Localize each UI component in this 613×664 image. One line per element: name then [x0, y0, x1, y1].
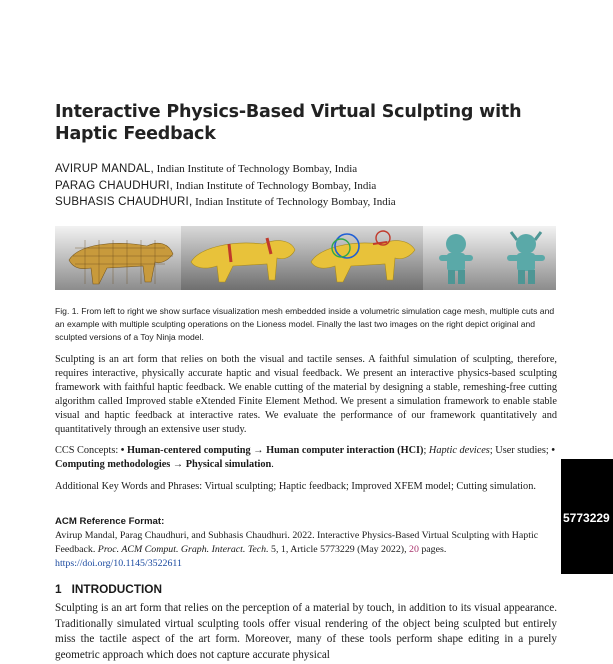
abstract: Sculpting is an art form that relies on both the visual and tactile senses. A faithful simulation of sculpting, therefore, requires interactive, physically accurate haptic and visual feedback. We present an interactive physics-based sculpting framework with faithful haptic feedback. We enable cutting of the material by designing a stable, remeshing-free cutting algorithm called Improved stable eXtended Finite Element Method. We present a simulation framework to enable stable visual and haptic feedback at interactive rates. We evaluate the performance of our framework quantitatively and quantitatively through an extensive user study. — [55, 354, 557, 436]
author-affiliation: Indian Institute of Technology Bombay, India — [175, 179, 377, 192]
author-2 — [55, 178, 555, 195]
panel-cage-mesh — [55, 226, 181, 290]
panel-toy-ninja-original — [423, 226, 490, 290]
ccs-separator: ; User studies; — [489, 445, 552, 456]
ccs-separator: ; — [423, 445, 429, 456]
ccs-end: . — [271, 459, 274, 471]
teaser-image-strip — [55, 226, 556, 290]
section-title: INTRODUCTION — [71, 582, 162, 596]
author-affiliation: Indian Institute of Technology Bombay, India — [195, 196, 396, 208]
author-name: AVIRUP MANDAL, — [55, 163, 154, 175]
ccs-concept-2: • Computing methodologies → Physical simulation — [55, 445, 555, 471]
ccs-haptic-devices: Haptic devices — [428, 445, 490, 456]
reference-text: Avirup Mandal, Parag Chaudhuri, and Subhasis Chaudhuri. 2022. Interactive Physics-Based Virtual Sculpting with Haptic Feedback. — [55, 530, 539, 556]
author-1 — [55, 161, 555, 178]
author-affiliation: Indian Institute of Technology Bombay, India — [156, 163, 358, 175]
ccs-concepts — [55, 444, 557, 472]
reference-venue: Proc. ACM Comput. Graph. Interact. Tech. — [97, 544, 269, 556]
side-tab-label: 5773229 — [563, 511, 610, 525]
reference-text: 5, 1, Article 5773229 (May 2022), — [268, 544, 410, 556]
reference-text: pages. — [418, 544, 447, 556]
paper-title: Interactive Physics-Based Virtual Sculpting with Haptic Feedback — [55, 102, 522, 144]
page-count-link[interactable]: 20 — [409, 544, 419, 556]
side-tab — [561, 459, 613, 574]
section-heading — [55, 582, 162, 596]
ccs-concept-1: • Human-centered computing → Human computer interaction (HCI) — [120, 445, 424, 456]
panel-sculpted-lioness — [305, 226, 423, 290]
author-list — [55, 161, 555, 211]
acm-reference-heading: ACM Reference Format: — [55, 516, 165, 527]
panel-cut-lioness — [181, 226, 305, 290]
doi-link[interactable]: https://doi.org/10.1145/3522611 — [55, 558, 182, 570]
panel-toy-ninja-sculpted — [490, 226, 556, 290]
figure-caption: Fig. 1. From left to right we show surface visualization mesh embedded inside a volumetric simulation cage mesh, multiple cuts and an example with multiple sculpting operations on the Lioness model. Finally the last two images on the right depict original and sculpted versions of a Toy Ninja model. — [55, 306, 555, 343]
author-3 — [55, 194, 555, 211]
author-name: PARAG CHAUDHURI, — [55, 179, 173, 192]
section-number: 1 — [55, 582, 62, 596]
author-name: SUBHASIS CHAUDHURI, — [55, 196, 193, 208]
acm-reference-body — [55, 529, 560, 571]
acm-reference — [55, 515, 560, 571]
keywords: Additional Key Words and Phrases: Virtual sculpting; Haptic feedback; Improved XFEM model; Cutting simulation. — [55, 481, 536, 492]
teaser-figure — [55, 226, 556, 290]
ccs-label: CCS Concepts: — [55, 445, 121, 456]
introduction-paragraph: Sculpting is an art form that relies on the perception of a material by touch, in addition to its visual appearance. Traditionally simulated virtual sculpting tools offer visual rendering of the object being sculpted but entirely miss the tactile aspect of the art form. Moreover, many of these tools perform shape editing in a purely geometric approach which does not capture accurate physical — [55, 602, 557, 661]
